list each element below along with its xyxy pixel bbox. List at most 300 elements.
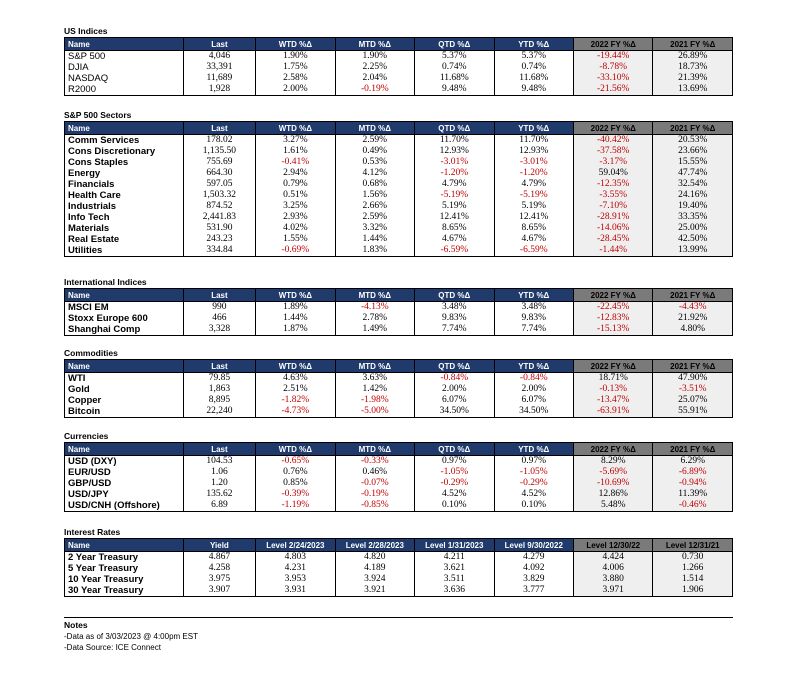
cell-value: 34.50%: [415, 406, 494, 418]
cell-value: 2.59%: [335, 212, 414, 223]
cell-value: -6.59%: [494, 245, 573, 257]
cell-value: 1.906: [653, 585, 733, 597]
row-name: Cons Discretionary: [65, 146, 184, 157]
cell-value: -0.19%: [335, 84, 414, 96]
cell-value: -0.39%: [256, 489, 335, 500]
cell-value: 11.70%: [494, 135, 573, 147]
column-header: YTD %Δ: [494, 360, 573, 373]
cell-value: 3.880: [574, 574, 653, 585]
cell-value: 4.279: [494, 552, 573, 564]
cell-value: 3.621: [415, 563, 494, 574]
row-name: Info Tech: [65, 212, 184, 223]
data-table: [64, 121, 733, 257]
cell-value: 8.29%: [574, 456, 653, 468]
cell-value: 33.35%: [653, 212, 733, 223]
table-row: [65, 456, 733, 468]
cell-value: 2.00%: [256, 84, 335, 96]
column-header: 2022 FY %Δ: [574, 360, 653, 373]
notes-section: [64, 617, 733, 653]
section-rates: [64, 527, 733, 597]
cell-value: 874.52: [183, 201, 255, 212]
cell-value: 4.231: [256, 563, 335, 574]
data-table: [64, 37, 733, 96]
cell-value: 3,328: [183, 324, 255, 336]
section-us: [64, 26, 733, 96]
column-header: Last: [183, 289, 255, 302]
table-row: [65, 467, 733, 478]
column-header: 2022 FY %Δ: [574, 443, 653, 456]
row-name: USD/JPY: [65, 489, 184, 500]
cell-value: 1.55%: [256, 234, 335, 245]
column-header: WTD %Δ: [256, 122, 335, 135]
cell-value: -22.45%: [574, 302, 653, 314]
cell-value: 2.58%: [256, 73, 335, 84]
cell-value: -0.85%: [335, 500, 414, 512]
section-sectors: [64, 110, 733, 257]
cell-value: 3.971: [574, 585, 653, 597]
cell-value: 0.10%: [494, 500, 573, 512]
cell-value: 664.30: [183, 168, 255, 179]
cell-value: -1.20%: [494, 168, 573, 179]
cell-value: 3.924: [335, 574, 414, 585]
table-row: [65, 62, 733, 73]
cell-value: -0.19%: [335, 489, 414, 500]
cell-value: 0.74%: [494, 62, 573, 73]
section-title: US Indices: [64, 26, 108, 36]
cell-value: 2.94%: [256, 168, 335, 179]
cell-value: 4,046: [183, 51, 255, 63]
cell-value: -4.43%: [653, 302, 733, 314]
column-header: Last: [183, 443, 255, 456]
cell-value: 3.975: [183, 574, 255, 585]
section-fx: [64, 431, 733, 512]
cell-value: 8.65%: [415, 223, 494, 234]
cell-value: 990: [183, 302, 255, 314]
row-name: EUR/USD: [65, 467, 184, 478]
cell-value: 9.48%: [494, 84, 573, 96]
column-header: WTD %Δ: [256, 360, 335, 373]
cell-value: 21.92%: [653, 313, 733, 324]
row-name: USD (DXY): [65, 456, 184, 468]
column-header: Level 2/28/2023: [335, 539, 414, 552]
cell-value: 4.79%: [415, 179, 494, 190]
cell-value: 20.53%: [653, 135, 733, 147]
cell-value: 11.68%: [415, 73, 494, 84]
column-header: 2021 FY %Δ: [653, 443, 733, 456]
row-name: R2000: [65, 84, 184, 96]
column-header: Name: [65, 122, 184, 135]
cell-value: -1.20%: [415, 168, 494, 179]
cell-value: 1.44%: [256, 313, 335, 324]
cell-value: 13.99%: [653, 245, 733, 257]
row-name: Comm Services: [65, 135, 184, 147]
cell-value: 0.74%: [415, 62, 494, 73]
cell-value: 4.803: [256, 552, 335, 564]
cell-value: 3.25%: [256, 201, 335, 212]
cell-value: 755.69: [183, 157, 255, 168]
cell-value: 3.953: [256, 574, 335, 585]
cell-value: 33,391: [183, 62, 255, 73]
cell-value: 1.266: [653, 563, 733, 574]
cell-value: 3.829: [494, 574, 573, 585]
cell-value: 5.19%: [494, 201, 573, 212]
column-header: Level 1/31/2023: [415, 539, 494, 552]
cell-value: -3.55%: [574, 190, 653, 201]
column-header: Yield: [183, 539, 255, 552]
row-name: Materials: [65, 223, 184, 234]
cell-value: -40.42%: [574, 135, 653, 147]
cell-value: 11.70%: [415, 135, 494, 147]
cell-value: 4.52%: [494, 489, 573, 500]
column-header: Level 2/24/2023: [256, 539, 335, 552]
header-row: [65, 122, 733, 135]
column-header: 2022 FY %Δ: [574, 122, 653, 135]
cell-value: -1.05%: [415, 467, 494, 478]
cell-value: 3.511: [415, 574, 494, 585]
column-header: Last: [183, 122, 255, 135]
cell-value: -21.56%: [574, 84, 653, 96]
cell-value: 4.092: [494, 563, 573, 574]
cell-value: 1.49%: [335, 324, 414, 336]
cell-value: -1.44%: [574, 245, 653, 257]
cell-value: -63.91%: [574, 406, 653, 418]
cell-value: 1,863: [183, 384, 255, 395]
row-name: DJIA: [65, 62, 184, 73]
cell-value: 9.83%: [415, 313, 494, 324]
table-row: [65, 500, 733, 512]
cell-value: 34.50%: [494, 406, 573, 418]
cell-value: 12.93%: [494, 146, 573, 157]
table-row: [65, 489, 733, 500]
cell-value: 4.424: [574, 552, 653, 564]
column-header: 2021 FY %Δ: [653, 289, 733, 302]
cell-value: 0.53%: [335, 157, 414, 168]
cell-value: 9.48%: [415, 84, 494, 96]
cell-value: -0.41%: [256, 157, 335, 168]
cell-value: 3.777: [494, 585, 573, 597]
data-table: [64, 359, 733, 418]
table-row: [65, 73, 733, 84]
table-row: [65, 563, 733, 574]
data-table: [64, 538, 733, 597]
cell-value: -1.19%: [256, 500, 335, 512]
cell-value: -6.59%: [415, 245, 494, 257]
table-row: [65, 146, 733, 157]
row-name: Financials: [65, 179, 184, 190]
cell-value: 4.67%: [494, 234, 573, 245]
cell-value: 1.06: [183, 467, 255, 478]
cell-value: 2.66%: [335, 201, 414, 212]
column-header: WTD %Δ: [256, 443, 335, 456]
section-title: Currencies: [64, 431, 109, 441]
cell-value: 0.79%: [256, 179, 335, 190]
cell-value: -0.29%: [494, 478, 573, 489]
cell-value: 4.52%: [415, 489, 494, 500]
cell-value: 25.07%: [653, 395, 733, 406]
table-row: [65, 574, 733, 585]
column-header: QTD %Δ: [415, 122, 494, 135]
table-row: [65, 212, 733, 223]
notes-title: Notes: [64, 620, 88, 630]
cell-value: 42.50%: [653, 234, 733, 245]
cell-value: -12.35%: [574, 179, 653, 190]
column-header: Last: [183, 360, 255, 373]
cell-value: -12.83%: [574, 313, 653, 324]
cell-value: 11.68%: [494, 73, 573, 84]
cell-value: -4.73%: [256, 406, 335, 418]
cell-value: 4.63%: [256, 373, 335, 385]
cell-value: -19.44%: [574, 51, 653, 63]
cell-value: -3.01%: [494, 157, 573, 168]
cell-value: 12.86%: [574, 489, 653, 500]
cell-value: 32.54%: [653, 179, 733, 190]
cell-value: 0.97%: [494, 456, 573, 468]
cell-value: 2.04%: [335, 73, 414, 84]
cell-value: 4.258: [183, 563, 255, 574]
cell-value: 1.56%: [335, 190, 414, 201]
column-header: Name: [65, 38, 184, 51]
row-name: 2 Year Treasury: [65, 552, 184, 564]
cell-value: 3.63%: [335, 373, 414, 385]
cell-value: -1.05%: [494, 467, 573, 478]
cell-value: 1,135.50: [183, 146, 255, 157]
cell-value: -1.82%: [256, 395, 335, 406]
table-row: [65, 373, 733, 385]
cell-value: 4.867: [183, 552, 255, 564]
header-row: [65, 289, 733, 302]
cell-value: 1.514: [653, 574, 733, 585]
column-header: Name: [65, 539, 184, 552]
cell-value: 5.37%: [415, 51, 494, 63]
column-header: WTD %Δ: [256, 38, 335, 51]
row-name: Copper: [65, 395, 184, 406]
column-header: QTD %Δ: [415, 443, 494, 456]
row-name: Utilities: [65, 245, 184, 257]
column-header: Level 12/31/21: [653, 539, 733, 552]
cell-value: 1.42%: [335, 384, 414, 395]
cell-value: 1.75%: [256, 62, 335, 73]
row-name: Bitcoin: [65, 406, 184, 418]
cell-value: 12.41%: [415, 212, 494, 223]
cell-value: 0.49%: [335, 146, 414, 157]
cell-value: -5.00%: [335, 406, 414, 418]
cell-value: -3.01%: [415, 157, 494, 168]
cell-value: -13.47%: [574, 395, 653, 406]
cell-value: 4.006: [574, 563, 653, 574]
cell-value: 0.76%: [256, 467, 335, 478]
cell-value: 4.02%: [256, 223, 335, 234]
cell-value: 0.10%: [415, 500, 494, 512]
column-header: YTD %Δ: [494, 289, 573, 302]
cell-value: 3.907: [183, 585, 255, 597]
column-header: Name: [65, 289, 184, 302]
cell-value: 47.74%: [653, 168, 733, 179]
cell-value: 21.39%: [653, 73, 733, 84]
cell-value: 5.37%: [494, 51, 573, 63]
cell-value: 6.07%: [494, 395, 573, 406]
table-row: [65, 201, 733, 212]
cell-value: 3.27%: [256, 135, 335, 147]
table-row: [65, 223, 733, 234]
cell-value: 1.90%: [335, 51, 414, 63]
cell-value: 2,441.83: [183, 212, 255, 223]
row-name: Industrials: [65, 201, 184, 212]
table-row: [65, 406, 733, 418]
table-row: [65, 84, 733, 96]
cell-value: -0.33%: [335, 456, 414, 468]
cell-value: 2.00%: [494, 384, 573, 395]
cell-value: 4.189: [335, 563, 414, 574]
cell-value: 11,689: [183, 73, 255, 84]
cell-value: 2.93%: [256, 212, 335, 223]
column-header: QTD %Δ: [415, 289, 494, 302]
cell-value: 4.211: [415, 552, 494, 564]
cell-value: 2.00%: [415, 384, 494, 395]
note-date: -Data as of 3/03/2023 @ 4:00pm EST: [64, 632, 198, 641]
cell-value: 334.84: [183, 245, 255, 257]
data-table: [64, 442, 733, 512]
cell-value: 1.20: [183, 478, 255, 489]
cell-value: -14.06%: [574, 223, 653, 234]
cell-value: 15.55%: [653, 157, 733, 168]
cell-value: -0.69%: [256, 245, 335, 257]
cell-value: 6.29%: [653, 456, 733, 468]
cell-value: 4.79%: [494, 179, 573, 190]
table-row: [65, 478, 733, 489]
cell-value: 0.46%: [335, 467, 414, 478]
cell-value: -5.19%: [415, 190, 494, 201]
column-header: Last: [183, 38, 255, 51]
cell-value: -15.13%: [574, 324, 653, 336]
column-header: YTD %Δ: [494, 38, 573, 51]
row-name: 30 Year Treasury: [65, 585, 184, 597]
column-header: Name: [65, 443, 184, 456]
cell-value: 47.90%: [653, 373, 733, 385]
column-header: 2022 FY %Δ: [574, 289, 653, 302]
cell-value: 3.48%: [415, 302, 494, 314]
cell-value: 1,503.32: [183, 190, 255, 201]
cell-value: 7.74%: [494, 324, 573, 336]
row-name: Gold: [65, 384, 184, 395]
cell-value: 25.00%: [653, 223, 733, 234]
cell-value: 12.41%: [494, 212, 573, 223]
table-row: [65, 51, 733, 63]
column-header: Level 9/30/2022: [494, 539, 573, 552]
column-header: WTD %Δ: [256, 289, 335, 302]
column-header: 2021 FY %Δ: [653, 122, 733, 135]
cell-value: 79.85: [183, 373, 255, 385]
table-row: [65, 313, 733, 324]
cell-value: -0.84%: [415, 373, 494, 385]
cell-value: 11.39%: [653, 489, 733, 500]
column-header: MTD %Δ: [335, 38, 414, 51]
row-name: MSCI EM: [65, 302, 184, 314]
column-header: MTD %Δ: [335, 289, 414, 302]
cell-value: 0.730: [653, 552, 733, 564]
cell-value: -28.91%: [574, 212, 653, 223]
cell-value: 18.71%: [574, 373, 653, 385]
table-row: [65, 190, 733, 201]
table-row: [65, 302, 733, 314]
cell-value: 4.67%: [415, 234, 494, 245]
cell-value: 3.636: [415, 585, 494, 597]
cell-value: 4.80%: [653, 324, 733, 336]
column-header: QTD %Δ: [415, 360, 494, 373]
cell-value: 0.51%: [256, 190, 335, 201]
table-row: [65, 384, 733, 395]
cell-value: 0.97%: [415, 456, 494, 468]
row-name: Health Care: [65, 190, 184, 201]
cell-value: 5.48%: [574, 500, 653, 512]
cell-value: 22,240: [183, 406, 255, 418]
cell-value: -7.10%: [574, 201, 653, 212]
cell-value: 3.32%: [335, 223, 414, 234]
cell-value: 4.12%: [335, 168, 414, 179]
cell-value: 8.65%: [494, 223, 573, 234]
cell-value: 1.44%: [335, 234, 414, 245]
section-intl: [64, 277, 733, 336]
cell-value: 2.59%: [335, 135, 414, 147]
row-name: WTI: [65, 373, 184, 385]
table-row: [65, 157, 733, 168]
row-name: 10 Year Treasury: [65, 574, 184, 585]
column-header: QTD %Δ: [415, 38, 494, 51]
cell-value: 178.02: [183, 135, 255, 147]
table-row: [65, 324, 733, 336]
header-row: [65, 443, 733, 456]
cell-value: 1,928: [183, 84, 255, 96]
cell-value: 55.91%: [653, 406, 733, 418]
section-title: International Indices: [64, 277, 147, 287]
section-title: S&P 500 Sectors: [64, 110, 132, 120]
cell-value: 23.66%: [653, 146, 733, 157]
column-header: 2021 FY %Δ: [653, 38, 733, 51]
row-name: S&P 500: [65, 51, 184, 63]
header-row: [65, 38, 733, 51]
column-header: YTD %Δ: [494, 122, 573, 135]
note-source: -Data Source: ICE Connect: [64, 643, 161, 652]
cell-value: -28.45%: [574, 234, 653, 245]
cell-value: 18.73%: [653, 62, 733, 73]
cell-value: 597.05: [183, 179, 255, 190]
cell-value: -3.17%: [574, 157, 653, 168]
cell-value: 104.53: [183, 456, 255, 468]
row-name: GBP/USD: [65, 478, 184, 489]
column-header: MTD %Δ: [335, 443, 414, 456]
table-row: [65, 552, 733, 564]
cell-value: 59.04%: [574, 168, 653, 179]
cell-value: 5.19%: [415, 201, 494, 212]
row-name: Energy: [65, 168, 184, 179]
column-header: Name: [65, 360, 184, 373]
cell-value: 466: [183, 313, 255, 324]
column-header: 2022 FY %Δ: [574, 38, 653, 51]
cell-value: 1.87%: [256, 324, 335, 336]
cell-value: -0.13%: [574, 384, 653, 395]
cell-value: 3.921: [335, 585, 414, 597]
cell-value: 6.89: [183, 500, 255, 512]
header-row: [65, 539, 733, 552]
cell-value: -5.19%: [494, 190, 573, 201]
cell-value: 2.51%: [256, 384, 335, 395]
row-name: Real Estate: [65, 234, 184, 245]
cell-value: 24.16%: [653, 190, 733, 201]
cell-value: -8.78%: [574, 62, 653, 73]
section-commod: [64, 348, 733, 418]
column-header: YTD %Δ: [494, 443, 573, 456]
cell-value: 2.25%: [335, 62, 414, 73]
column-header: 2021 FY %Δ: [653, 360, 733, 373]
